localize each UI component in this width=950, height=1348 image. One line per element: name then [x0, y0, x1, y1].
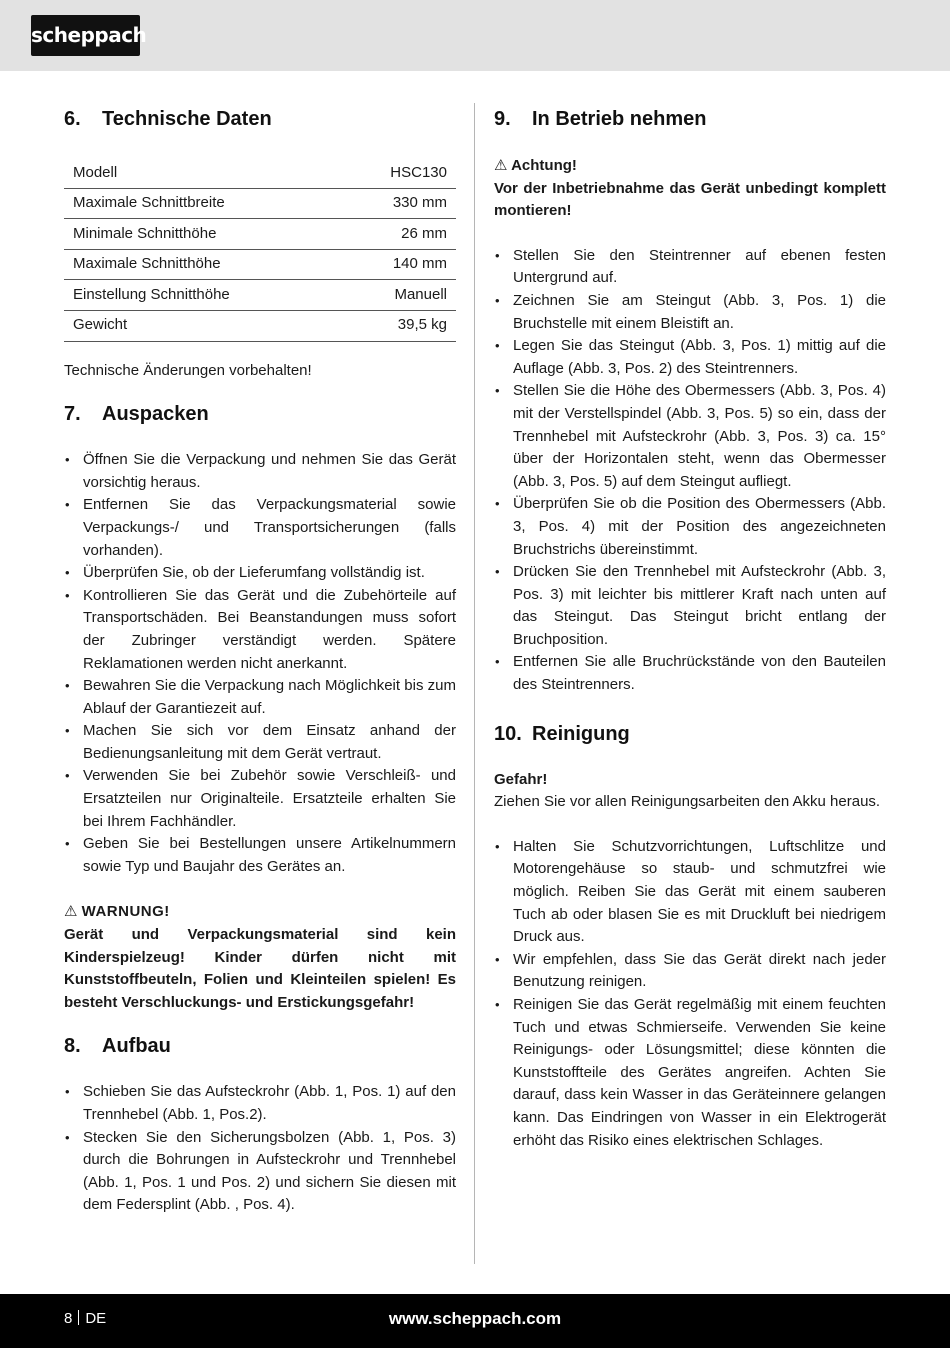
- danger-block: [494, 769, 886, 814]
- tech-data-table: [64, 158, 456, 342]
- language-code: DE: [85, 1310, 107, 1327]
- section-10-heading: [494, 719, 886, 749]
- attention-heading: [494, 154, 886, 178]
- warning-title: WARNUNG!: [81, 903, 170, 921]
- section-number: 9.: [494, 108, 511, 130]
- list-item: • Öffnen Sie die Verpackung und nehmen Sie das Gerät vorsichtig heraus.: [64, 449, 456, 494]
- unpacking-list: [64, 449, 456, 878]
- table-row: [64, 280, 456, 311]
- table-row: [64, 158, 456, 188]
- section-number: 8.: [64, 1035, 81, 1058]
- section-title: Reinigung: [532, 722, 630, 745]
- attention-title: Achtung!: [511, 157, 577, 174]
- spec-value: 39,5 kg: [339, 310, 456, 341]
- section-title: Auspacken: [102, 403, 209, 426]
- table-row: [64, 249, 456, 280]
- section-title: Technische Daten: [102, 108, 272, 130]
- table-row: [64, 219, 456, 250]
- header-bar: [0, 0, 950, 71]
- section-number: 10.: [494, 722, 522, 745]
- attention-text: Vor der Inbetriebnahme das Gerät unbedingt komplett montieren!: [494, 179, 886, 220]
- spec-value: Manuell: [339, 280, 456, 311]
- list-item: • Geben Sie bei Bestellungen unsere Artikelnummern sowie Typ und Baujahr des Gerätes an.: [64, 833, 456, 878]
- warning-heading: [64, 900, 456, 924]
- tech-note: Technische Änderungen vorbehalten!: [64, 361, 312, 379]
- warning-text: Gerät und Verpackungsmaterial sind kein Kinderspielzeug! Kinder dürfen nicht mit Kunststoffbeuteln, Folien und Kleinteilen spielen! Es besteht Verschluckungs- und Erstickungsgefahr!: [64, 926, 456, 1011]
- list-item: • Verwenden Sie bei Zubehör sowie Verschleiß- und Ersatzteilen nur Originalteile. Ersatzteile erhalten Sie bei Ihrem Fachhändler.: [64, 765, 456, 833]
- list-item: • Stellen Sie den Steintrenner auf ebenen festen Untergrund auf.: [494, 245, 886, 290]
- cleaning-list: [494, 836, 886, 1152]
- section-title: Aufbau: [102, 1035, 171, 1058]
- spec-value: HSC130: [339, 158, 456, 188]
- spec-value: 26 mm: [339, 219, 456, 250]
- section-title: In Betrieb nehmen: [532, 108, 707, 130]
- warning-triangle-icon: ⚠: [494, 156, 508, 174]
- list-item: • Stellen Sie die Höhe des Obermessers (Abb. 3, Pos. 4) mit der Verstellspindel (Abb. 3, Pos. 5) so ein, dass der Trennhebel mit Aufsteckrohr (Abb. 3, Pos. 3) ca. 15° über der Horizontalen steht, wenn das Obermesser (Abb. 3, Pos. 5) auf dem Steingut aufliegt.: [494, 380, 886, 493]
- spec-value: 140 mm: [339, 249, 456, 280]
- spec-label: Einstellung Schnitthöhe: [64, 280, 339, 311]
- section-7-heading: [64, 399, 456, 429]
- left-column: [64, 104, 456, 1217]
- list-item: • Zeichnen Sie am Steingut (Abb. 3, Pos. 1) die Bruchstelle mit einem Bleistift an.: [494, 290, 886, 335]
- danger-text: Ziehen Sie vor allen Reinigungsarbeiten den Akku heraus.: [494, 793, 881, 811]
- page-number: 8: [64, 1310, 73, 1327]
- footer-bar: [0, 1294, 950, 1348]
- attention-block: [494, 154, 886, 223]
- list-item: • Überprüfen Sie ob die Position des Obermessers (Abb. 3, Pos. 4) mit der Position des angezeichneten Bruchstrichs übereinstimmt.: [494, 493, 886, 561]
- spec-label: Modell: [64, 158, 339, 188]
- table-row: [64, 310, 456, 341]
- operation-list: [494, 245, 886, 697]
- list-item: • Machen Sie sich vor dem Einsatz anhand der Bedienungsanleitung mit dem Gerät vertraut.: [64, 720, 456, 765]
- spec-label: Maximale Schnittbreite: [64, 188, 339, 219]
- section-9-heading: [494, 104, 886, 134]
- spec-label: Gewicht: [64, 310, 339, 341]
- warning-triangle-icon: ⚠: [64, 902, 78, 921]
- list-item: • Bewahren Sie die Verpackung nach Möglichkeit bis zum Ablauf der Garantiezeit auf.: [64, 675, 456, 720]
- assembly-list: [64, 1081, 456, 1217]
- list-item: • Kontrollieren Sie das Gerät und die Zubehörteile auf Transportschäden. Bei Beanstandungen muss sofort der Zubringer verständigt werden. Spätere Reklamationen werden nicht anerkannt.: [64, 585, 456, 675]
- right-column: [494, 104, 886, 1152]
- list-item: • Stecken Sie den Sicherungsbolzen (Abb. 1, Pos. 3) durch die Bohrungen in Aufsteckrohr und Trennhebel (Abb. 1, Pos. 1 und Pos. 2) und sichern Sie diesen mit dem Federsplint (Abb. , Pos. 4).: [64, 1127, 456, 1217]
- list-item: • Überprüfen Sie, ob der Lieferumfang vollständig ist.: [64, 562, 456, 585]
- column-divider: [474, 103, 475, 1264]
- spec-label: Minimale Schnitthöhe: [64, 219, 339, 250]
- danger-title: Gefahr!: [494, 770, 548, 788]
- section-number: 7.: [64, 403, 81, 426]
- list-item: • Halten Sie Schutzvorrichtungen, Luftschlitze und Motorengehäuse so staub- und schmutzfrei wie möglich. Reiben Sie das Gerät mit einem sauberen Tuch ab oder blasen Sie es mit Druckluft bei niedrigem Druck aus.: [494, 836, 886, 949]
- list-item: • Drücken Sie den Trennhebel mit Aufsteckrohr (Abb. 3, Pos. 3) mit leichter bis mittlerer Kraft nach unten auf das Steingut. Das Steingut bricht entlang der Bruchposition.: [494, 561, 886, 651]
- scheppach-logo: scheppach: [31, 15, 140, 56]
- list-item: • Entfernen Sie alle Bruchrückstände von den Bauteilen des Steintrenners.: [494, 651, 886, 696]
- list-item: • Legen Sie das Steingut (Abb. 3, Pos. 1) mittig auf die Auflage (Abb. 3, Pos. 2) des Steintrenners.: [494, 335, 886, 380]
- section-number: 6.: [64, 108, 81, 130]
- spec-label: Maximale Schnitthöhe: [64, 249, 339, 280]
- table-row: [64, 188, 456, 219]
- list-item: • Reinigen Sie das Gerät regelmäßig mit einem feuchten Tuch und etwas Schmierseife. Verwenden Sie keine Reinigungs- oder Lösungsmittel; diese könnten die Kunststoffteile des Gerätes angreifen. Achten Sie darauf, dass kein Wasser in das Geräteinnere gelangen kann. Das Eindringen von Wasser in ein Elektrogerät erhöht das Risiko eines elektrischen Schlages.: [494, 994, 886, 1152]
- list-item: • Wir empfehlen, dass Sie das Gerät direkt nach jeder Benutzung reinigen.: [494, 949, 886, 994]
- section-8-heading: [64, 1031, 456, 1061]
- spec-value: 330 mm: [339, 188, 456, 219]
- section-6-heading: [64, 104, 456, 134]
- website-link[interactable]: www.scheppach.com: [388, 1309, 562, 1328]
- warning-block: [64, 900, 456, 1014]
- list-item: • Schieben Sie das Aufsteckrohr (Abb. 1, Pos. 1) auf den Trennhebel (Abb. 1, Pos.2).: [64, 1081, 456, 1126]
- list-item: • Entfernen Sie das Verpackungsmaterial sowie Verpackungs-/ und Transportsicherungen (falls vorhanden).: [64, 494, 456, 562]
